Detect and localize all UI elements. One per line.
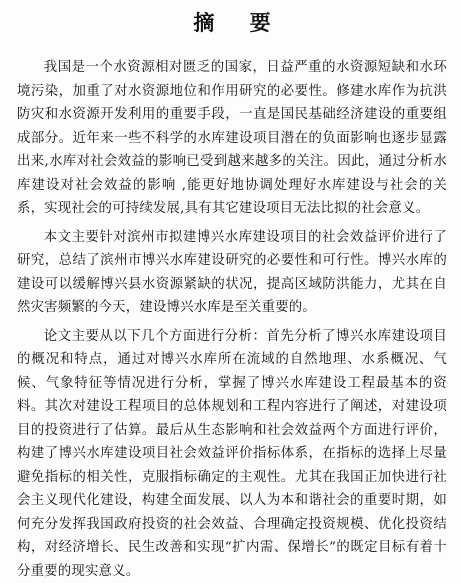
abstract-paragraph-2: 本文主要针对滨州市拟建博兴水库建设项目的社会效益评价进行了研究，总结了滨州市博兴水库建设研究的必要性和可行性。博兴水库的建设可以缓解博兴县水资源紧缺的状况，提高区域防洪能力，尤其在自然灾害频繁的今天，建设博兴水库是至关重要的。 <box>17 226 447 320</box>
abstract-paragraph-3: 论文主要从以下几个方面进行分析：首先分析了博兴水库建设项目的概况和特点，通过对博兴水库所在流域的自然地理、水系概况、气候、气象特征等情况进行分析，掌握了博兴水库建设工程最基本的资料。其次对建设工程项目的总体规划和工程内容进行了阐述，对建设项目的投资进行了估算。最后从生态影响和社会效益两个方面进行评价，构建了博兴水库建设项目社会效益评价指标体系，在指标的选择上尽量避免指标的相关性，克服指标确定的主观性。尤其在我国正加快进行社会主义现代化建设，构建全面发展、以人为本和谐社会的重要时期，如何充分发挥我国政府投资的社会效益、合理确定投资规模、优化投资结构，对经济增长、民生改善和实现“扩内需、保增长”的既定目标有着十分重要的现实意义。 <box>17 325 447 583</box>
page-title: 摘 要 <box>17 0 447 36</box>
abstract-paragraph-1: 我国是一个水资源相对匮乏的国家，日益严重的水资源短缺和水环境污染，加重了对水资源地位和作用研究的必要性。修建水库作为抗洪防灾和水资源开发利用的重要手段，一直是国民基础经济建设的重要组成部分。近年来一些不科学的水库建设项目潜在的负面影响也逐步显露出来,水库对社会效益的影响已受到越来越多的关注。因此，通过分析水库建设对社会效益的影响 ,能更好地协调处理好水库建设与社会的关系，实现社会的可持续发展,具有其它建设项目无法比拟的社会意义。 <box>17 56 447 221</box>
abstract-body <box>17 56 447 583</box>
